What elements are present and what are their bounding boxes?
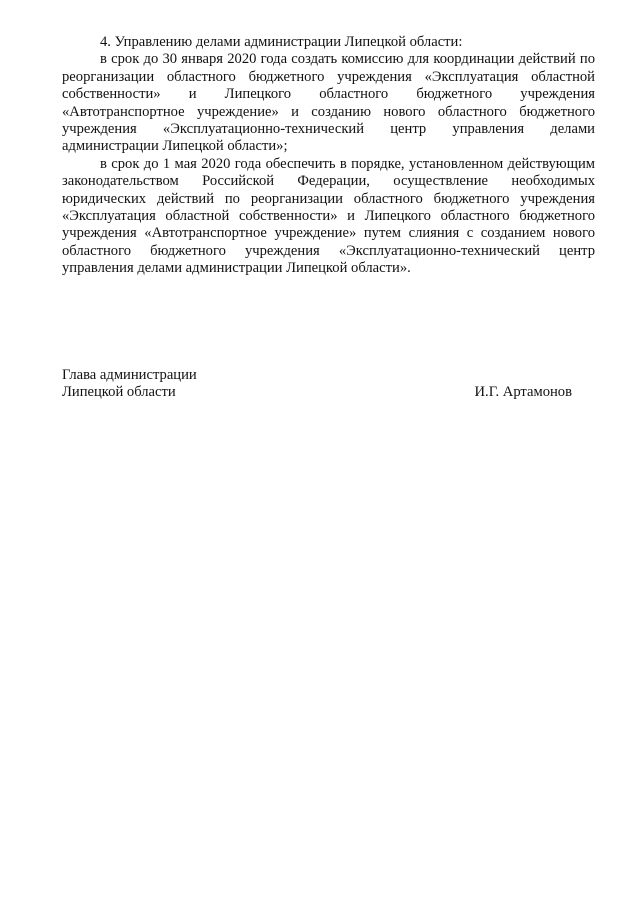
signatory-name: И.Г. Артамонов bbox=[474, 384, 572, 401]
paragraph-item-4: 4. Управлению делами администрации Липецкой области: bbox=[100, 34, 463, 50]
document-body bbox=[62, 34, 595, 278]
signatory-title-line2: Липецкой области bbox=[62, 384, 176, 401]
signature-block bbox=[62, 367, 572, 402]
signature-line bbox=[62, 384, 572, 401]
signatory-title-line1: Глава администрации bbox=[62, 367, 197, 383]
paragraph-reorganization: в срок до 1 мая 2020 года обеспечить в порядке, установленном действующим законодательством Российской Федерации, осуществление необходимых юридических действий по реорганизации областного бюджетного учреждения «Эксплуатация областной собственности» и Липецкого областного бюджетного учреждения «Автотранспортное учреждение» путем слияния с созданием нового областного бюджетного учреждения «Эксплуатационно-технический центр управления делами администрации Липецкой области». bbox=[62, 155, 595, 277]
paragraph-commission: в срок до 30 января 2020 года создать комиссию для координации действий по реорганизации областного бюджетного учреждения «Эксплуатация областной собственности» и Липецкого областного бюджетного учреждения «Автотранспортное учреждение» и созданию нового областного бюджетного учреждения «Эксплуатационно-технический центр управления делами администрации Липецкой области»; bbox=[62, 51, 595, 155]
